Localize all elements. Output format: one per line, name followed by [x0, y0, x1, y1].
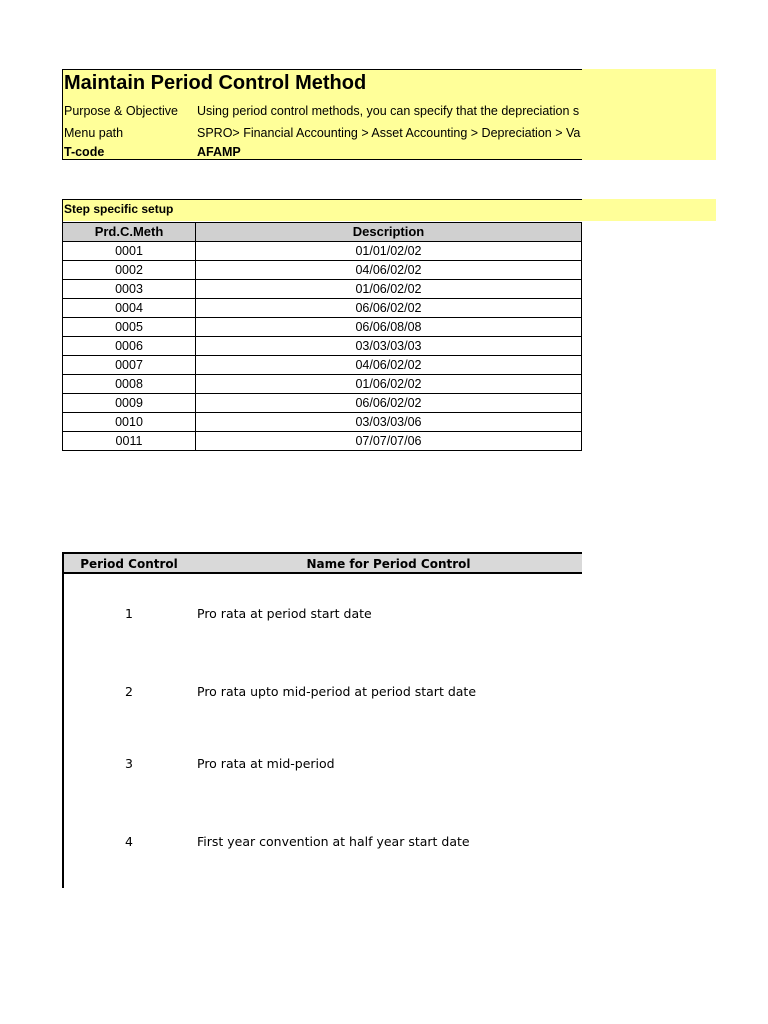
method-code-cell: 0005 [63, 318, 196, 337]
method-description-cell: 01/01/02/02 [196, 242, 582, 261]
period-control-number: 4 [125, 834, 133, 849]
column-header-period-control: Period Control [80, 557, 178, 571]
table-row [63, 261, 582, 280]
method-description-cell: 04/06/02/02 [196, 356, 582, 375]
table-row [63, 318, 582, 337]
method-code-cell: 0009 [63, 394, 196, 413]
period-control-number: 3 [125, 756, 133, 771]
menu-path-value: SPRO> Financial Accounting > Asset Accounting > Depreciation > Va [197, 126, 581, 140]
method-code-cell: 0006 [63, 337, 196, 356]
purpose-label: Purpose & Objective [64, 104, 178, 118]
method-description-cell: 06/06/08/08 [196, 318, 582, 337]
menu-path-label: Menu path [64, 126, 124, 140]
period-control-name: First year convention at half year start date [197, 834, 470, 849]
period-control-name: Pro rata at period start date [197, 606, 372, 621]
method-code-cell: 0008 [63, 375, 196, 394]
method-description-cell: 06/06/02/02 [196, 299, 582, 318]
method-description-cell: 04/06/02/02 [196, 261, 582, 280]
table-row [63, 280, 582, 299]
method-description-cell: 03/03/03/06 [196, 413, 582, 432]
period-control-name: Pro rata upto mid-period at period start date [197, 684, 477, 699]
method-description-cell: 03/03/03/03 [196, 337, 582, 356]
method-description-cell: 01/06/02/02 [196, 375, 582, 394]
table-row [63, 394, 582, 413]
step-label: Step specific setup [64, 202, 174, 216]
method-code-cell: 0011 [63, 432, 196, 451]
method-code-cell: 0003 [63, 280, 196, 299]
table-row [63, 299, 582, 318]
method-code-cell: 0004 [63, 299, 196, 318]
purpose-value: Using period control methods, you can specify that the depreciation s [197, 104, 580, 118]
method-code-cell: 0002 [63, 261, 196, 280]
method-description-cell: 07/07/07/06 [196, 432, 582, 451]
method-code-cell: 0010 [63, 413, 196, 432]
column-header-prd-c-meth: Prd.C.Meth [63, 223, 196, 242]
table-row [63, 413, 582, 432]
tcode-label: T-code [64, 145, 105, 159]
table-row [63, 375, 582, 394]
method-code-cell: 0001 [63, 242, 196, 261]
table-row [63, 356, 582, 375]
table-row [63, 432, 582, 451]
period-control-number: 2 [125, 684, 133, 699]
method-table [62, 222, 582, 451]
method-code-cell: 0007 [63, 356, 196, 375]
table-row [63, 337, 582, 356]
period-control-name: Pro rata at mid-period [197, 756, 335, 771]
tcode-value: AFAMP [197, 145, 241, 159]
table-row [63, 242, 582, 261]
page-title: Maintain Period Control Method [64, 72, 367, 94]
method-description-cell: 06/06/02/02 [196, 394, 582, 413]
period-control-number: 1 [125, 606, 133, 621]
method-description-cell: 01/06/02/02 [196, 280, 582, 299]
method-table-header [63, 223, 582, 242]
column-header-description: Description [196, 223, 582, 242]
column-header-name-for-period-control: Name for Period Control [306, 557, 471, 571]
